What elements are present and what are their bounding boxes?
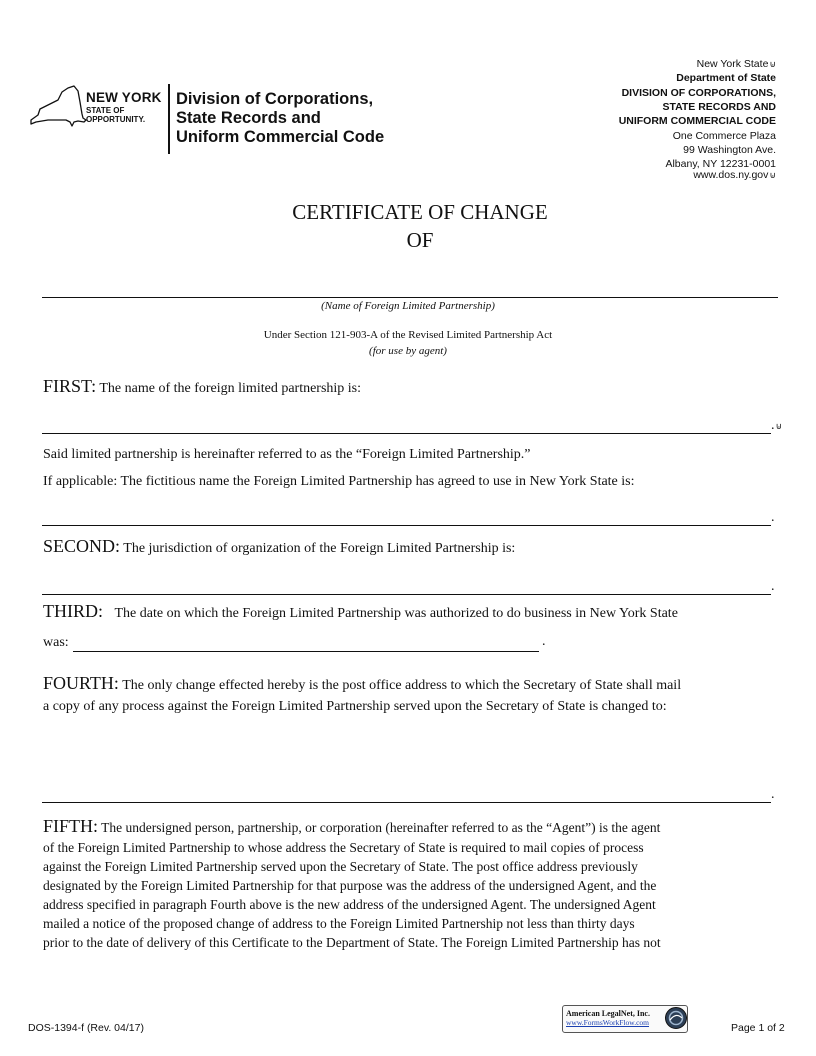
first-paragraph xyxy=(43,377,361,398)
fifth-line-3: against the Foreign Limited Partnership served upon the Secretary of State. The post office address previously xyxy=(43,859,638,874)
third-paragraph xyxy=(43,602,678,623)
first-text: The name of the foreign limited partnership is: xyxy=(99,381,362,396)
address-city: Albany, NY 12231-0001 xyxy=(665,158,776,170)
document-title-of: OF xyxy=(406,228,434,252)
fifth-line-5: address specified in paragraph Fourth above is the new address of the undersigned Agent. The undersigned Agent xyxy=(43,897,656,912)
third-was: was: xyxy=(43,635,69,650)
under-section: Under Section 121-903-A of the Revised Limited Partnership Act xyxy=(263,329,553,341)
address-website[interactable]: www.dos.ny.gov⊍ xyxy=(693,169,776,181)
division-title-line-3: Uniform Commercial Code xyxy=(176,128,385,146)
address-street-2: 99 Washington Ave. xyxy=(683,144,776,156)
legalnet-url[interactable]: www.FormsWorkFlow.com xyxy=(566,1018,650,1027)
fictitious-name-line[interactable] xyxy=(42,525,771,526)
ny-logo-tag-2: OPPORTUNITY. xyxy=(86,115,146,124)
name-caption: (Name of Foreign Limited Partnership) xyxy=(321,300,495,312)
second-paragraph xyxy=(43,537,515,558)
said-text: Said limited partnership is hereinafter referred to as the “Foreign Limited Partnership.” xyxy=(43,447,531,462)
page-number: Page 1 of 2 xyxy=(731,1022,785,1034)
address-division-1: DIVISION OF CORPORATIONS, xyxy=(621,87,776,99)
address-state: New York State⊍ xyxy=(696,58,776,70)
date-line-end: . xyxy=(542,634,546,649)
fictitious-text: If applicable: The fictitious name the Foreign Limited Partnership has agreed to use in New York State is: xyxy=(43,474,635,489)
legalnet-globe-icon xyxy=(664,1006,688,1030)
fifth-line-6: mailed a notice of the proposed change of address to the Foreign Limited Partnership not less than thirty days xyxy=(43,916,635,931)
fifth-heading: FIFTH: xyxy=(43,816,99,836)
address-division-2: STATE RECORDS AND xyxy=(662,101,776,113)
division-title-line-1: Division of Corporations, xyxy=(176,90,374,108)
address-department: Department of State xyxy=(676,72,776,84)
first-line-end: .⊍ xyxy=(771,418,783,433)
fourth-heading: FOURTH: xyxy=(43,673,119,693)
third-heading: THIRD: xyxy=(43,601,103,621)
address-line-end: . xyxy=(771,787,775,802)
fifth-line-1: FIFTH: The undersigned person, partnership, or corporation (hereinafter referred to as the “Agent”) is the agent xyxy=(43,816,661,836)
division-title-line-2: State Records and xyxy=(176,109,321,127)
first-heading: FIRST: xyxy=(43,376,97,396)
fifth-line-7: prior to the date of delivery of this Certificate to the Department of State. The Foreign Limited Partnership has not xyxy=(43,935,661,950)
jurisdiction-line[interactable] xyxy=(42,594,771,595)
fourth-paragraph xyxy=(43,674,681,695)
partnership-name-line[interactable] xyxy=(42,297,778,298)
second-text: The jurisdiction of organization of the Foreign Limited Partnership is: xyxy=(123,541,516,556)
for-use-by-agent: (for use by agent) xyxy=(369,345,447,357)
third-text: The date on which the Foreign Limited Partnership was authorized to do business in New York State xyxy=(114,606,678,621)
legalnet-name: American LegalNet, Inc. xyxy=(566,1009,650,1018)
second-heading: SECOND: xyxy=(43,536,121,556)
fictitious-line-end: . xyxy=(771,510,775,525)
first-name-line[interactable] xyxy=(42,433,771,434)
ny-logo-tag-1: STATE OF xyxy=(86,106,125,115)
authorization-date-line[interactable] xyxy=(73,651,539,652)
logo-divider xyxy=(168,84,170,154)
fourth-text-2: a copy of any process against the Foreign Limited Partnership served upon the Secretary of State is changed to: xyxy=(43,699,667,714)
address-street-1: One Commerce Plaza xyxy=(672,130,776,142)
ny-logo-word: NEW YORK xyxy=(86,90,162,105)
form-number: DOS-1394-f (Rev. 04/17) xyxy=(28,1022,144,1034)
document-title: CERTIFICATE OF CHANGE xyxy=(292,200,548,224)
fourth-text-1: The only change effected hereby is the post office address to which the Secretary of State shall mail xyxy=(122,678,682,693)
ny-state-map-icon xyxy=(28,82,88,132)
jurisdiction-line-end: . xyxy=(771,579,775,594)
new-address-line[interactable] xyxy=(42,802,771,803)
fifth-line-2: of the Foreign Limited Partnership to whose address the Secretary of State is required to mail copies of process xyxy=(43,840,644,855)
fifth-line-4: designated by the Foreign Limited Partnership for that purpose was the address of the undersigned Agent, and the xyxy=(43,878,657,893)
address-division-3: UNIFORM COMMERCIAL CODE xyxy=(618,115,776,127)
